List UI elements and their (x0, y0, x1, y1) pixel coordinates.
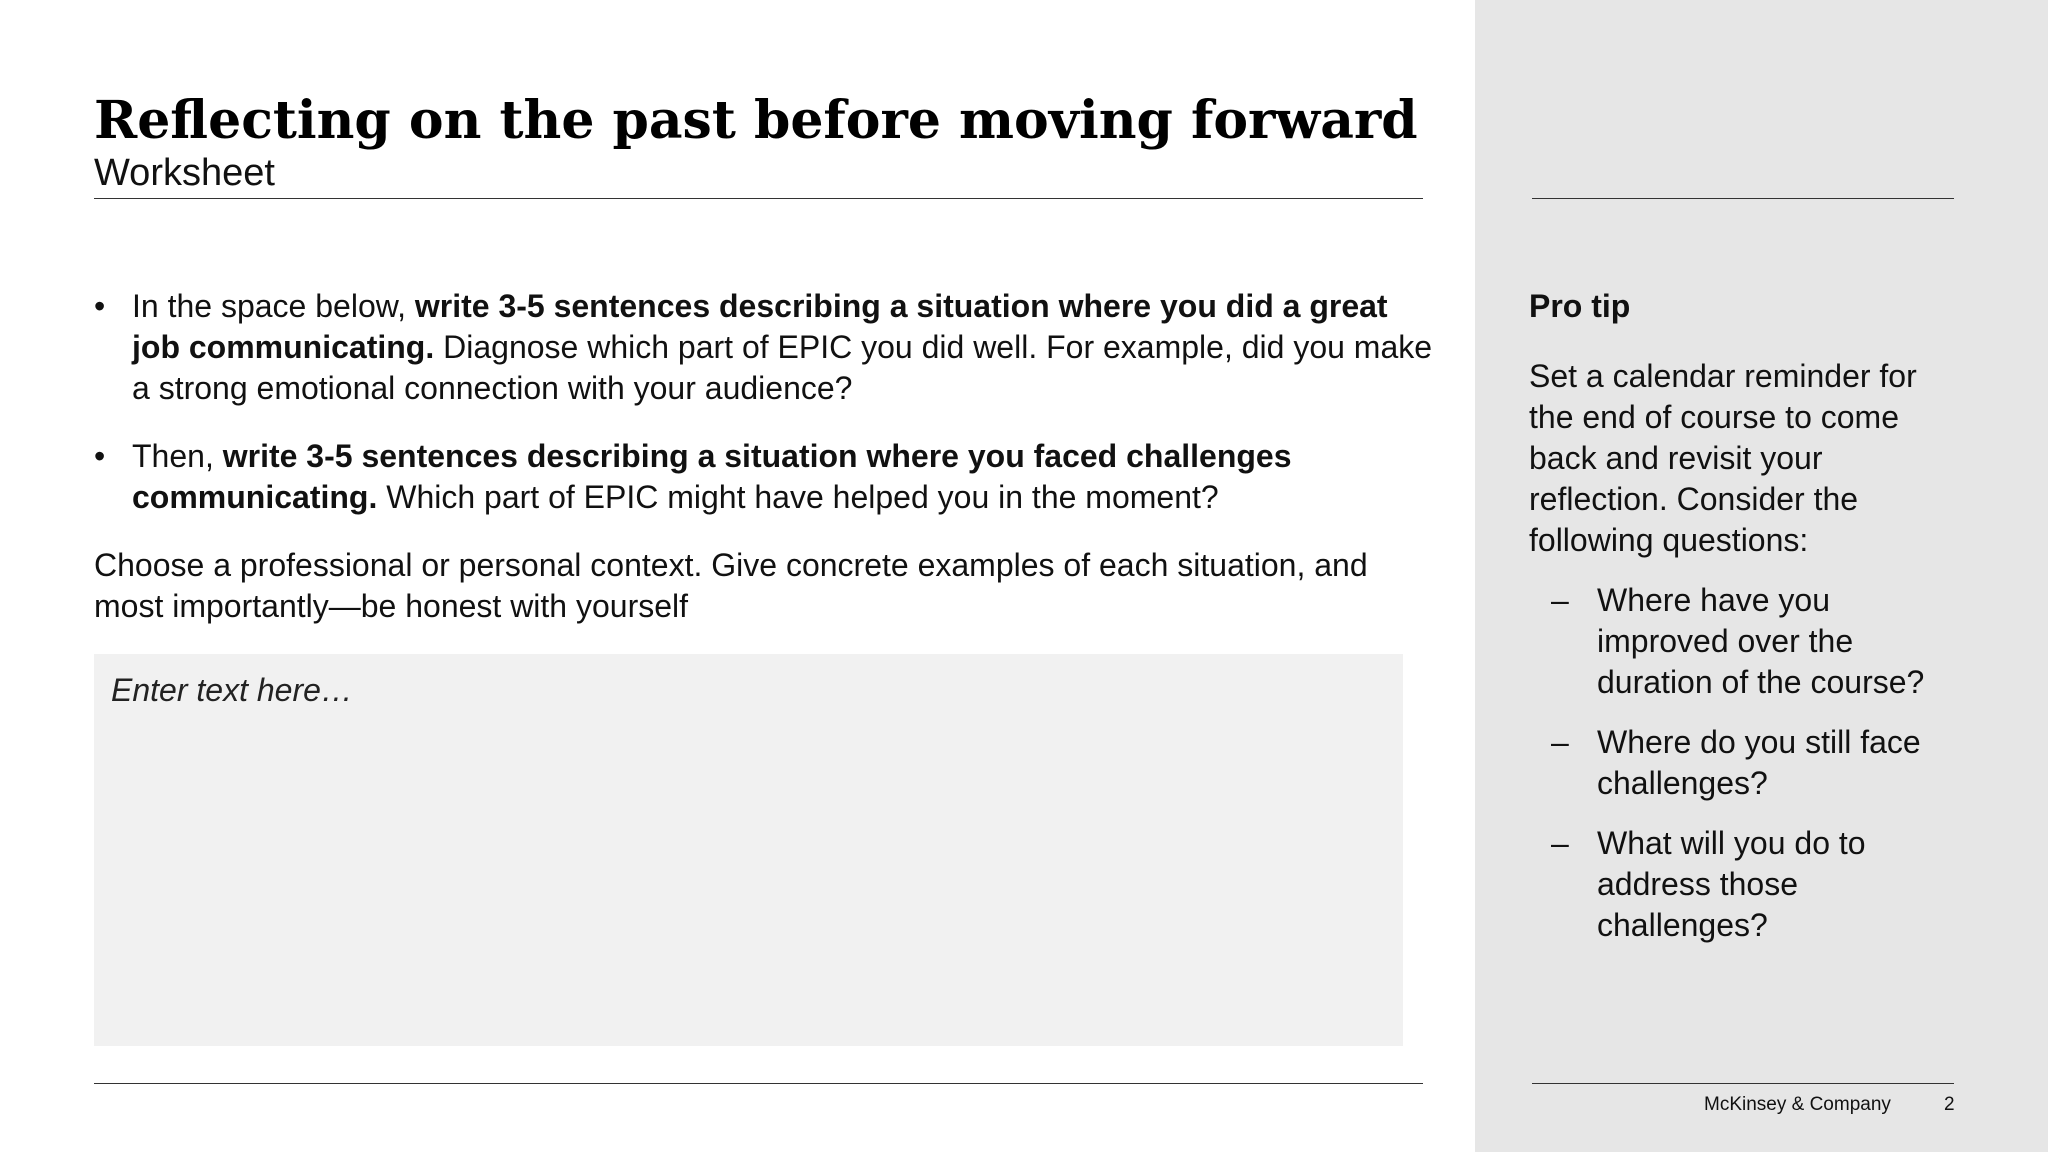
bullet-text-bold: write 3-5 sentences describing a situation where you did a great job communicating. (132, 288, 1388, 365)
pro-tip-body: Set a calendar reminder for the end of course to come back and revisit your reflection. Consider the following questions: (1529, 358, 1917, 558)
response-text-area[interactable] (94, 654, 1403, 1046)
question-text: What will you do to address those challenges? (1597, 825, 1866, 943)
title-divider (94, 198, 1423, 199)
page-subtitle: Worksheet (94, 152, 275, 194)
bullet-text-suffix: Diagnose which part of EPIC you did well. For example, did you make a strong emotional connection with your audience? (132, 329, 1433, 406)
bullet-text-suffix: Which part of EPIC might have helped you in the moment? (377, 479, 1219, 515)
bullet-text-prefix: Then, (132, 438, 223, 474)
bullet-marker: • (94, 438, 106, 474)
pro-tip-question (1529, 722, 1969, 804)
footer-brand: McKinsey & Company (1704, 1094, 1891, 1115)
text-area-placeholder: Enter text here… (111, 672, 353, 708)
instruction-bullet (94, 436, 1434, 518)
sidebar-footer-divider (1532, 1083, 1954, 1084)
question-text: Where do you still face challenges? (1597, 724, 1921, 801)
sidebar-top-divider (1532, 198, 1954, 199)
bullet-marker: • (94, 288, 106, 324)
pro-tip-questions (1529, 580, 1969, 946)
bullet-text-bold: write 3-5 sentences describing a situation where you faced challenges communicating. (132, 438, 1292, 515)
dash-marker: – (1551, 582, 1569, 618)
page-title: Reflecting on the past before moving forward (94, 90, 1418, 151)
pro-tip-question (1529, 580, 1969, 703)
dash-marker: – (1551, 724, 1569, 760)
footer-divider (94, 1083, 1423, 1084)
instructions-block (94, 286, 1434, 627)
page-number: 2 (1944, 1094, 1955, 1115)
instruction-bullet (94, 286, 1434, 409)
question-text: Where have you improved over the duration of the course? (1597, 582, 1925, 700)
pro-tip-panel (1529, 286, 1969, 965)
pro-tip-question (1529, 823, 1969, 946)
pro-tip-heading: Pro tip (1529, 288, 1631, 324)
dash-marker: – (1551, 825, 1569, 861)
context-paragraph: Choose a professional or personal context. Give concrete examples of each situation, and most importantly—be honest with yourself (94, 547, 1368, 624)
bullet-text-prefix: In the space below, (132, 288, 415, 324)
